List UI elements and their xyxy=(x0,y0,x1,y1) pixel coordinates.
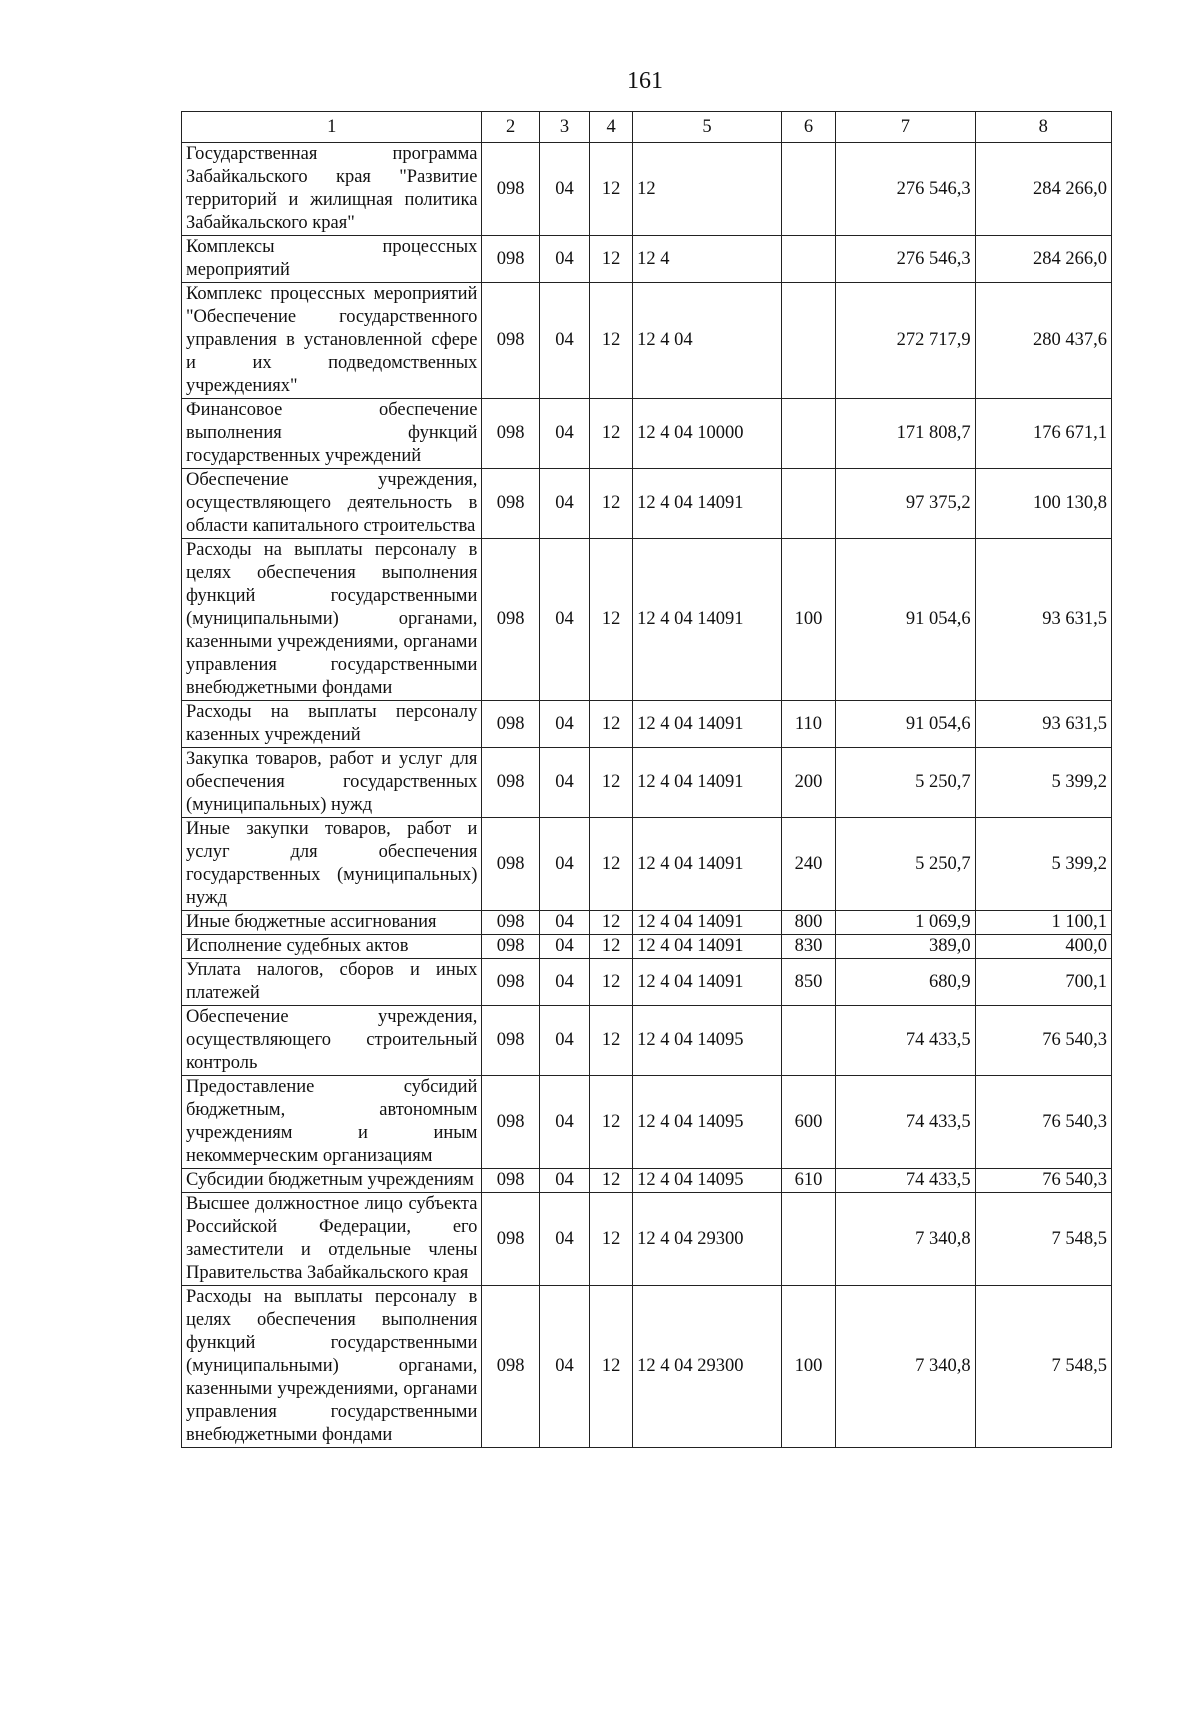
table-row xyxy=(182,959,1112,1006)
amount-year1-cell: 7 340,8 xyxy=(836,1193,975,1286)
target-article-cell: 12 4 04 xyxy=(633,283,782,399)
amount-year2-cell: 100 130,8 xyxy=(975,469,1111,539)
item-name-cell: Расходы на выплаты персоналу казенных учреждений xyxy=(182,701,482,748)
section-cell: 04 xyxy=(539,1193,589,1286)
section-cell: 04 xyxy=(539,1169,589,1193)
section-cell: 04 xyxy=(539,399,589,469)
subsection-cell: 12 xyxy=(590,143,633,236)
admin-code-cell: 098 xyxy=(482,1193,539,1286)
table-row xyxy=(182,1006,1112,1076)
admin-code-cell: 098 xyxy=(482,935,539,959)
subsection-cell: 12 xyxy=(590,1286,633,1448)
section-cell: 04 xyxy=(539,911,589,935)
amount-year1-cell: 74 433,5 xyxy=(836,1076,975,1169)
subsection-cell: 12 xyxy=(590,935,633,959)
amount-year2-cell: 400,0 xyxy=(975,935,1111,959)
amount-year1-cell: 97 375,2 xyxy=(836,469,975,539)
table-row xyxy=(182,143,1112,236)
expense-type-cell: 600 xyxy=(781,1076,835,1169)
admin-code-cell: 098 xyxy=(482,959,539,1006)
amount-year2-cell: 76 540,3 xyxy=(975,1076,1111,1169)
item-name-cell: Уплата налогов, сборов и иных платежей xyxy=(182,959,482,1006)
expense-type-cell: 830 xyxy=(781,935,835,959)
amount-year1-cell: 74 433,5 xyxy=(836,1006,975,1076)
subsection-cell: 12 xyxy=(590,1006,633,1076)
amount-year2-cell: 76 540,3 xyxy=(975,1006,1111,1076)
expense-type-cell: 240 xyxy=(781,818,835,911)
subsection-cell: 12 xyxy=(590,283,633,399)
table-row xyxy=(182,399,1112,469)
amount-year1-cell: 91 054,6 xyxy=(836,539,975,701)
admin-code-cell: 098 xyxy=(482,283,539,399)
table-row xyxy=(182,1076,1112,1169)
subsection-cell: 12 xyxy=(590,1193,633,1286)
target-article-cell: 12 4 04 29300 xyxy=(633,1193,782,1286)
admin-code-cell: 098 xyxy=(482,911,539,935)
section-cell: 04 xyxy=(539,935,589,959)
target-article-cell: 12 4 xyxy=(633,236,782,283)
target-article-cell: 12 4 04 14091 xyxy=(633,539,782,701)
table-row xyxy=(182,911,1112,935)
subsection-cell: 12 xyxy=(590,1076,633,1169)
expense-type-cell xyxy=(781,283,835,399)
expense-type-cell: 800 xyxy=(781,911,835,935)
subsection-cell: 12 xyxy=(590,748,633,818)
amount-year2-cell: 76 540,3 xyxy=(975,1169,1111,1193)
table-row xyxy=(182,539,1112,701)
table-row xyxy=(182,818,1112,911)
section-cell: 04 xyxy=(539,748,589,818)
admin-code-cell: 098 xyxy=(482,701,539,748)
target-article-cell: 12 4 04 14091 xyxy=(633,701,782,748)
item-name-cell: Предоставление субсидий бюджетным, автономным учреждениям и иным некоммерческим организациям xyxy=(182,1076,482,1169)
target-article-cell: 12 4 04 14091 xyxy=(633,911,782,935)
expense-type-cell: 110 xyxy=(781,701,835,748)
column-header: 4 xyxy=(590,112,633,143)
target-article-cell: 12 4 04 14091 xyxy=(633,748,782,818)
table-row xyxy=(182,935,1112,959)
budget-table xyxy=(181,111,1112,1448)
target-article-cell: 12 4 04 14091 xyxy=(633,959,782,1006)
expense-type-cell: 200 xyxy=(781,748,835,818)
table-row xyxy=(182,283,1112,399)
item-name-cell: Исполнение судебных актов xyxy=(182,935,482,959)
admin-code-cell: 098 xyxy=(482,469,539,539)
target-article-cell: 12 4 04 14091 xyxy=(633,935,782,959)
column-header: 5 xyxy=(633,112,782,143)
item-name-cell: Закупка товаров, работ и услуг для обеспечения государственных (муниципальных) нужд xyxy=(182,748,482,818)
amount-year1-cell: 74 433,5 xyxy=(836,1169,975,1193)
expense-type-cell xyxy=(781,1193,835,1286)
expense-type-cell: 850 xyxy=(781,959,835,1006)
table-row xyxy=(182,236,1112,283)
admin-code-cell: 098 xyxy=(482,399,539,469)
amount-year2-cell: 7 548,5 xyxy=(975,1193,1111,1286)
column-header: 2 xyxy=(482,112,539,143)
amount-year2-cell: 5 399,2 xyxy=(975,818,1111,911)
column-header: 6 xyxy=(781,112,835,143)
admin-code-cell: 098 xyxy=(482,143,539,236)
table-row xyxy=(182,748,1112,818)
table-row xyxy=(182,469,1112,539)
section-cell: 04 xyxy=(539,469,589,539)
target-article-cell: 12 4 04 29300 xyxy=(633,1286,782,1448)
subsection-cell: 12 xyxy=(590,911,633,935)
section-cell: 04 xyxy=(539,539,589,701)
table-row xyxy=(182,1169,1112,1193)
target-article-cell: 12 4 04 14095 xyxy=(633,1076,782,1169)
item-name-cell: Субсидии бюджетным учреждениям xyxy=(182,1169,482,1193)
item-name-cell: Расходы на выплаты персоналу в целях обеспечения выполнения функций государственными (муниципальными) органами, казенными учреждениями, органами управления государственными внебюджетными фондами xyxy=(182,539,482,701)
item-name-cell: Финансовое обеспечение выполнения функций государственных учреждений xyxy=(182,399,482,469)
item-name-cell: Государственная программа Забайкальского края "Развитие территорий и жилищная политика Забайкальского края" xyxy=(182,143,482,236)
expense-type-cell: 100 xyxy=(781,539,835,701)
expense-type-cell xyxy=(781,143,835,236)
amount-year1-cell: 91 054,6 xyxy=(836,701,975,748)
item-name-cell: Обеспечение учреждения, осуществляющего строительный контроль xyxy=(182,1006,482,1076)
expense-type-cell xyxy=(781,469,835,539)
amount-year2-cell: 93 631,5 xyxy=(975,539,1111,701)
amount-year1-cell: 276 546,3 xyxy=(836,143,975,236)
section-cell: 04 xyxy=(539,143,589,236)
amount-year2-cell: 284 266,0 xyxy=(975,143,1111,236)
table-row xyxy=(182,1286,1112,1448)
column-header: 7 xyxy=(836,112,975,143)
target-article-cell: 12 4 04 14095 xyxy=(633,1006,782,1076)
table-row xyxy=(182,701,1112,748)
subsection-cell: 12 xyxy=(590,399,633,469)
expense-type-cell: 100 xyxy=(781,1286,835,1448)
section-cell: 04 xyxy=(539,701,589,748)
subsection-cell: 12 xyxy=(590,959,633,1006)
amount-year1-cell: 5 250,7 xyxy=(836,818,975,911)
admin-code-cell: 098 xyxy=(482,818,539,911)
section-cell: 04 xyxy=(539,1076,589,1169)
amount-year1-cell: 389,0 xyxy=(836,935,975,959)
admin-code-cell: 098 xyxy=(482,1286,539,1448)
expense-type-cell xyxy=(781,236,835,283)
amount-year1-cell: 1 069,9 xyxy=(836,911,975,935)
amount-year2-cell: 5 399,2 xyxy=(975,748,1111,818)
amount-year2-cell: 176 671,1 xyxy=(975,399,1111,469)
subsection-cell: 12 xyxy=(590,1169,633,1193)
section-cell: 04 xyxy=(539,818,589,911)
section-cell: 04 xyxy=(539,283,589,399)
column-header: 1 xyxy=(182,112,482,143)
amount-year1-cell: 5 250,7 xyxy=(836,748,975,818)
amount-year2-cell: 93 631,5 xyxy=(975,701,1111,748)
admin-code-cell: 098 xyxy=(482,1006,539,1076)
item-name-cell: Комплекс процессных мероприятий "Обеспечение государственного управления в установленной сфере и их подведомственных учреждениях" xyxy=(182,283,482,399)
amount-year1-cell: 276 546,3 xyxy=(836,236,975,283)
subsection-cell: 12 xyxy=(590,236,633,283)
expense-type-cell xyxy=(781,1006,835,1076)
subsection-cell: 12 xyxy=(590,539,633,701)
admin-code-cell: 098 xyxy=(482,539,539,701)
item-name-cell: Комплексы процессных мероприятий xyxy=(182,236,482,283)
item-name-cell: Расходы на выплаты персоналу в целях обеспечения выполнения функций государственными (муниципальными) органами, казенными учреждениями, органами управления государственными внебюджетными фондами xyxy=(182,1286,482,1448)
expense-type-cell: 610 xyxy=(781,1169,835,1193)
admin-code-cell: 098 xyxy=(482,748,539,818)
target-article-cell: 12 4 04 14095 xyxy=(633,1169,782,1193)
section-cell: 04 xyxy=(539,236,589,283)
column-header: 3 xyxy=(539,112,589,143)
amount-year2-cell: 280 437,6 xyxy=(975,283,1111,399)
amount-year2-cell: 7 548,5 xyxy=(975,1286,1111,1448)
admin-code-cell: 098 xyxy=(482,236,539,283)
page-number: 161 xyxy=(627,68,663,94)
target-article-cell: 12 xyxy=(633,143,782,236)
admin-code-cell: 098 xyxy=(482,1169,539,1193)
amount-year2-cell: 284 266,0 xyxy=(975,236,1111,283)
amount-year1-cell: 171 808,7 xyxy=(836,399,975,469)
target-article-cell: 12 4 04 14091 xyxy=(633,818,782,911)
item-name-cell: Иные закупки товаров, работ и услуг для обеспечения государственных (муниципальных) нужд xyxy=(182,818,482,911)
amount-year1-cell: 272 717,9 xyxy=(836,283,975,399)
amount-year2-cell: 1 100,1 xyxy=(975,911,1111,935)
amount-year1-cell: 7 340,8 xyxy=(836,1286,975,1448)
table-row xyxy=(182,1193,1112,1286)
item-name-cell: Иные бюджетные ассигнования xyxy=(182,911,482,935)
subsection-cell: 12 xyxy=(590,469,633,539)
section-cell: 04 xyxy=(539,1286,589,1448)
column-header: 8 xyxy=(975,112,1111,143)
target-article-cell: 12 4 04 14091 xyxy=(633,469,782,539)
section-cell: 04 xyxy=(539,1006,589,1076)
item-name-cell: Обеспечение учреждения, осуществляющего деятельность в области капитального строительства xyxy=(182,469,482,539)
table-header-row xyxy=(182,112,1112,143)
admin-code-cell: 098 xyxy=(482,1076,539,1169)
item-name-cell: Высшее должностное лицо субъекта Российской Федерации, его заместители и отдельные члены Правительства Забайкальского края xyxy=(182,1193,482,1286)
subsection-cell: 12 xyxy=(590,818,633,911)
section-cell: 04 xyxy=(539,959,589,1006)
amount-year2-cell: 700,1 xyxy=(975,959,1111,1006)
expense-type-cell xyxy=(781,399,835,469)
amount-year1-cell: 680,9 xyxy=(836,959,975,1006)
subsection-cell: 12 xyxy=(590,701,633,748)
target-article-cell: 12 4 04 10000 xyxy=(633,399,782,469)
